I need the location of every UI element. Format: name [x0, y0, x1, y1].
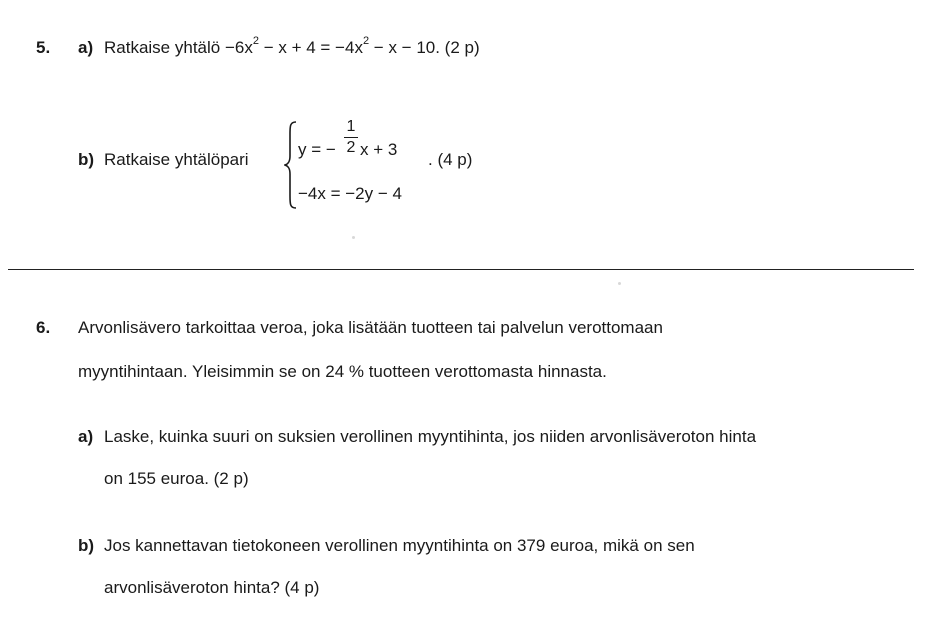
fraction-denominator: 2: [346, 139, 356, 156]
question-5a-text: [104, 35, 480, 58]
question-5a-equation: $-6x^2 - x + 4 = -4x^2 - x - 10$. (2 p): [224, 35, 480, 57]
question-6a-line-1: Laske, kuinka suuri on suksien verollinen myyntihinta, jos niiden arvonlisäveroton hinta: [104, 427, 757, 446]
question-5a-label: a): [78, 38, 94, 57]
fraction-numerator: 1: [346, 118, 356, 135]
section-divider: [8, 269, 914, 270]
equation-system: [284, 118, 424, 210]
question-5-number: 5.: [36, 38, 51, 57]
question-5b-instruction: Ratkaise yhtälöpari: [104, 150, 249, 169]
equation-2: −4x = −2y − 4: [298, 184, 402, 203]
fraction-bar: [344, 137, 358, 138]
question-6-number: 6.: [36, 318, 51, 337]
equation-1-left: y = −: [298, 140, 336, 159]
question-6b-line-1: Jos kannettavan tietokoneen verollinen myyntihinta on 379 euroa, mikä on sen: [104, 536, 695, 555]
equation-1-right: x + 3: [360, 140, 398, 159]
question-6-intro-line-1: Arvonlisävero tarkoittaa veroa, joka lisätään tuotteen tai palvelun verottomaan: [78, 318, 663, 337]
curly-brace-icon: [284, 120, 298, 210]
question-5a-instruction: Ratkaise yhtälö: [104, 38, 221, 57]
question-6a-line-2: on 155 euroa. (2 p): [104, 469, 249, 488]
question-6b-label: b): [78, 536, 95, 555]
question-6-intro-line-2: myyntihintaan. Yleisimmin se on 24 % tuotteen verottomasta hinnasta.: [78, 362, 607, 381]
question-6b-line-2: arvonlisäveroton hinta? (4 p): [104, 578, 320, 597]
scan-speck: [618, 282, 621, 285]
scan-speck: [352, 236, 355, 239]
fraction-one-half: [344, 118, 358, 157]
question-5b-points: . (4 p): [428, 150, 473, 169]
question-5b-label: b): [78, 150, 95, 169]
question-6a-label: a): [78, 427, 94, 446]
